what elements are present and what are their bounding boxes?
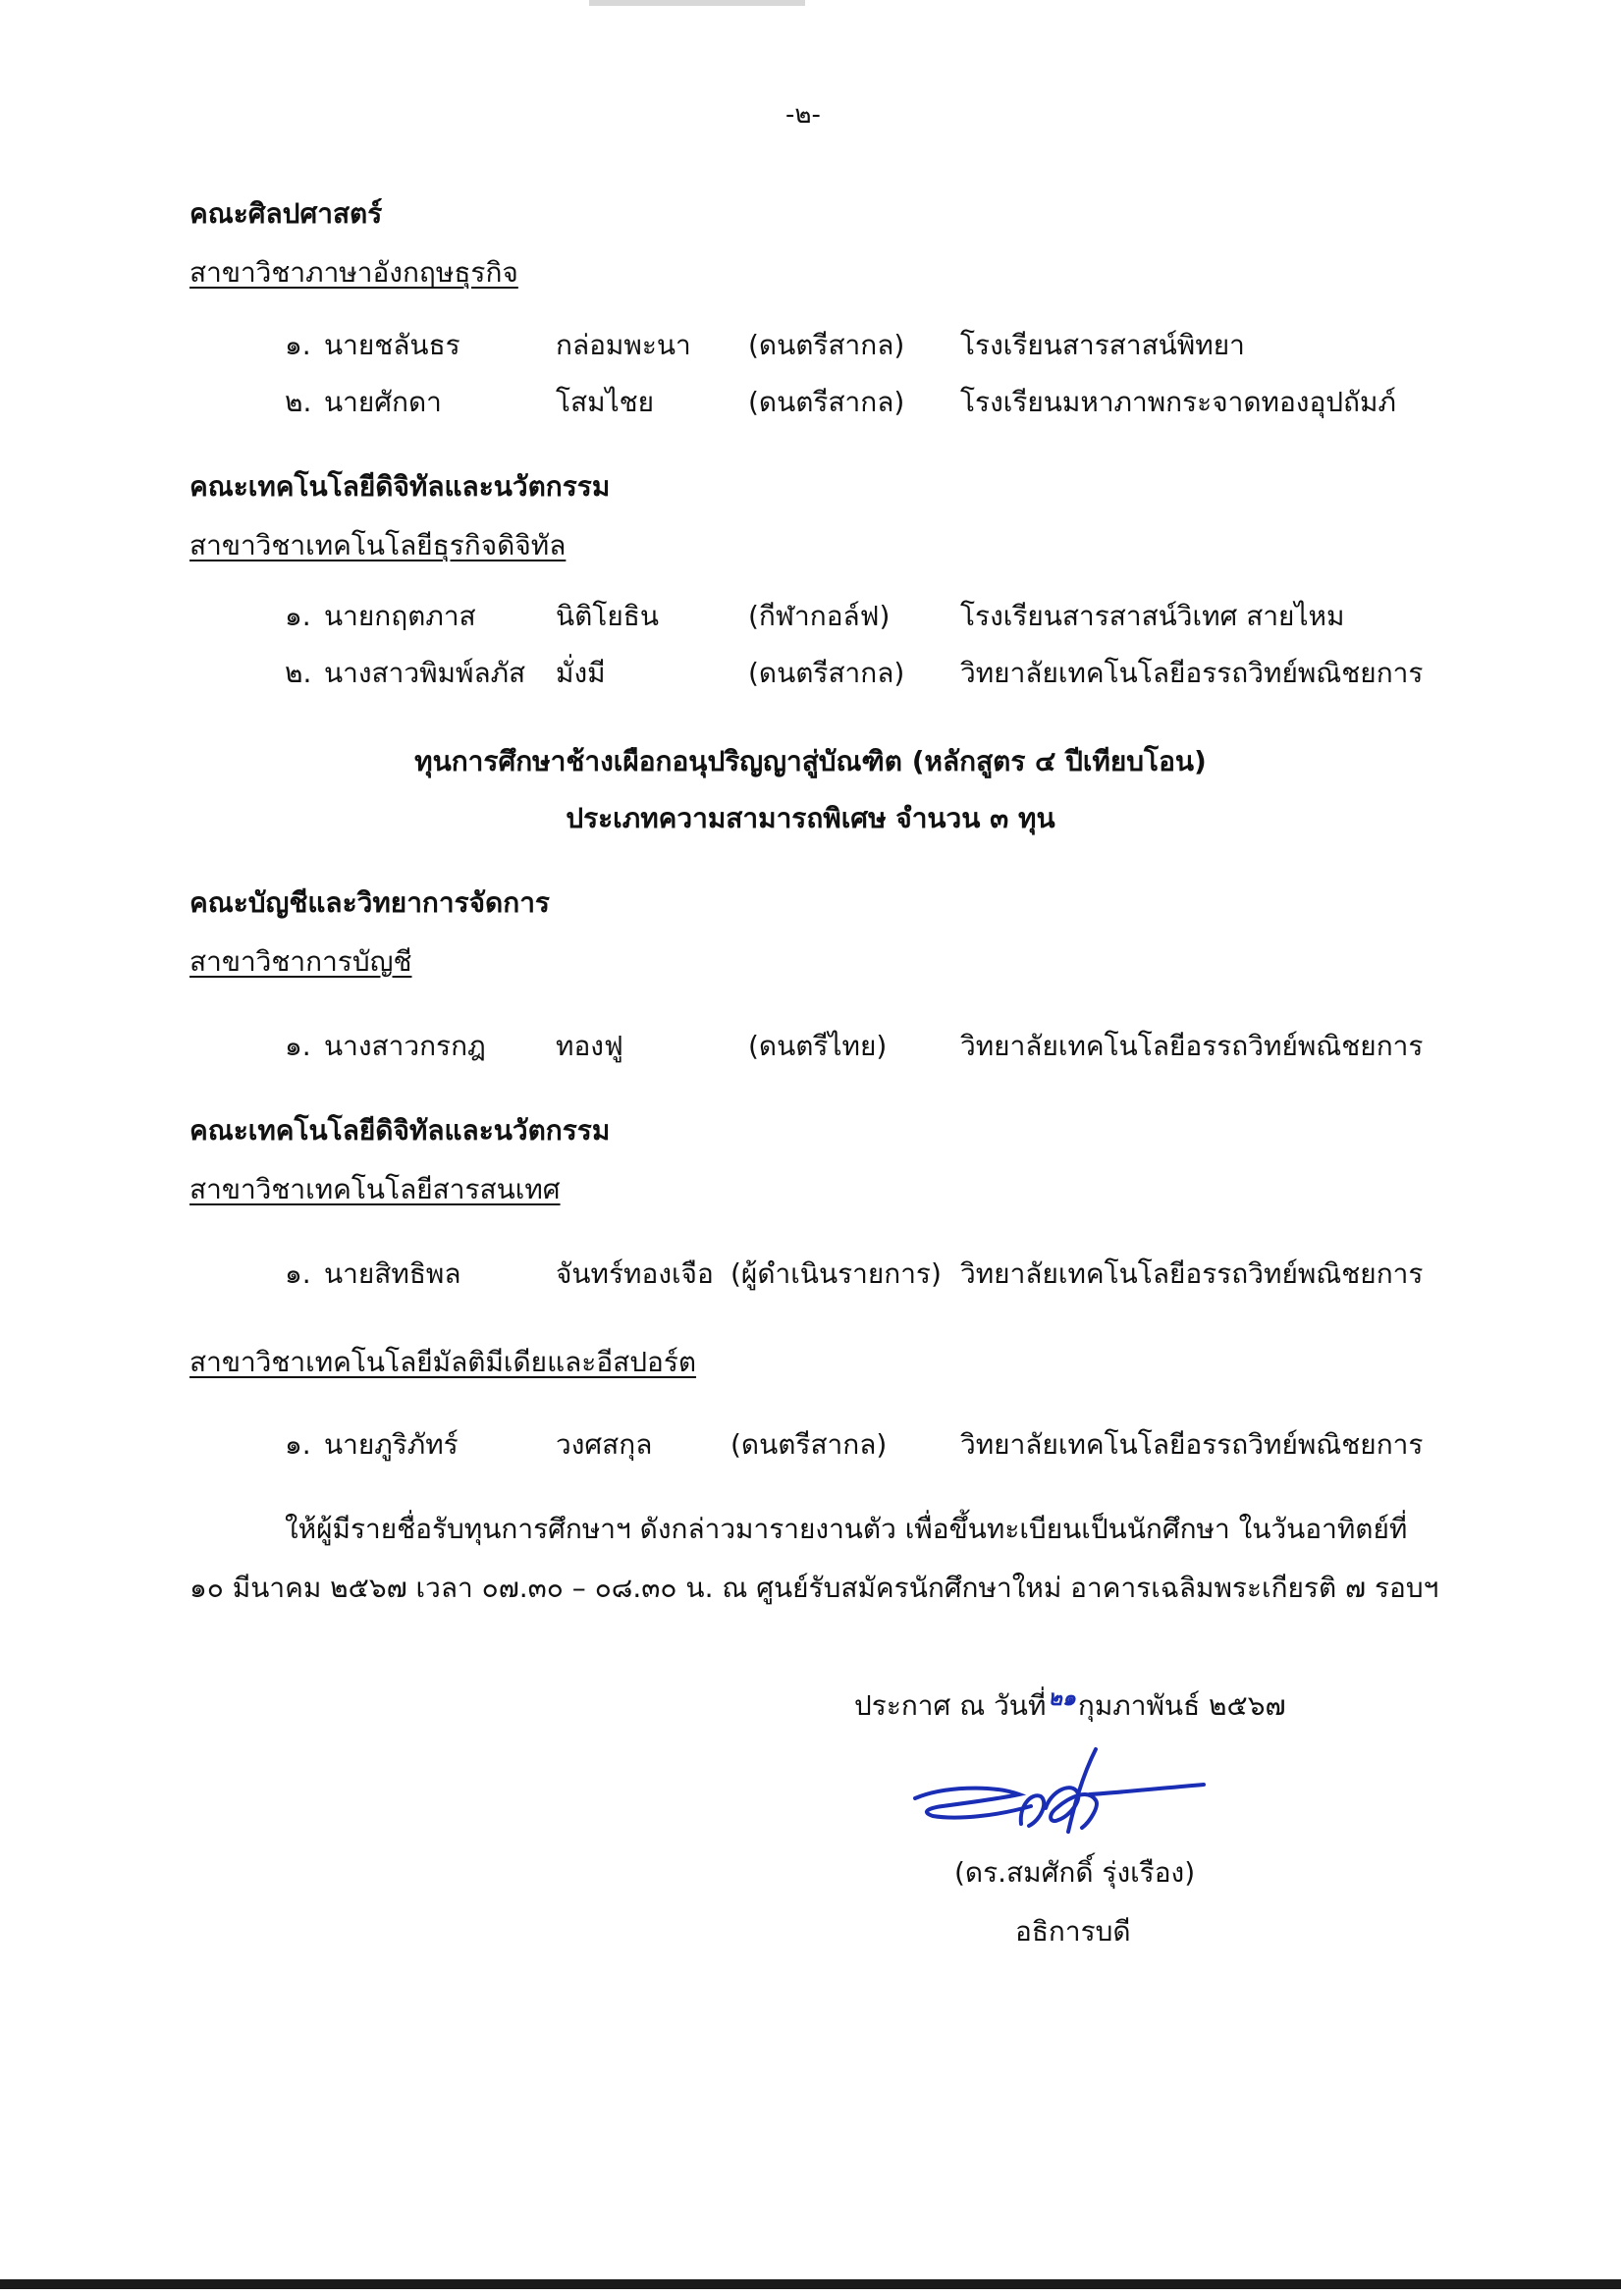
student-talent: (ดนตรีไทย) [748,1030,888,1062]
student-talent: (ดนตรีสากล) [748,386,905,418]
student-last-name: กล่อมพะนา [556,329,691,361]
student-number: ๑. [285,600,311,632]
student-row [0,1025,1621,1064]
signature-image [903,1737,1217,1855]
announcement-prefix: ประกาศ ณ วันที่ [854,1689,1047,1722]
student-row [0,324,1621,363]
major-heading: สาขาวิชาภาษาอังกฤษธุรกิจ [189,256,518,289]
student-number: ๑. [285,329,311,361]
student-talent: (ดนตรีสากล) [748,657,905,689]
student-number: ๒. [285,657,312,689]
student-row [0,1253,1621,1292]
student-school: โรงเรียนสารสาสน์พิทยา [960,329,1245,361]
student-row [0,652,1621,691]
student-school: วิทยาลัยเทคโนโลยีอรรถวิทย์พณิชยการ [960,1030,1424,1062]
student-row [0,595,1621,634]
student-talent: (ผู้ดำเนินรายการ) [730,1257,942,1290]
faculty-heading: คณะเทคโนโลยีดิจิทัลและนวัตกรรม [189,470,611,503]
student-school: โรงเรียนมหาภาพกระจาดทองอุปถัมภ์ [960,386,1396,418]
scholarship-heading-line2: ประเภทความสามารถพิเศษ จำนวน ๓ ทุน [566,802,1055,834]
student-talent: (กีฬากอล์ฟ) [748,600,891,632]
student-first-name: นางสาวกรกฎ [324,1030,486,1062]
student-first-name: นางสาวพิมพ์ลภัส [324,657,526,689]
signatory-name: (ดร.สมศักดิ์ รุ่งเรือง) [954,1856,1196,1889]
student-last-name: มั่งมี [556,657,606,689]
signatory-title: อธิการบดี [1015,1915,1131,1948]
student-row [0,381,1621,420]
student-first-name: นายสิทธิพล [324,1257,461,1290]
faculty-heading: คณะบัญชีและวิทยาการจัดการ [189,886,550,919]
student-row [0,1423,1621,1463]
student-last-name: จันทร์ทองเจือ [556,1257,714,1290]
student-last-name: โสมไชย [556,386,655,418]
announcement-suffix: กุมภาพันธ์ ๒๕๖๗ [1077,1689,1286,1722]
major-heading: สาขาวิชาการบัญชี [189,945,412,978]
student-last-name: วงศสกุล [556,1428,653,1461]
scholarship-heading-line1: ทุนการศึกษาช้างเผือกอนุปริญญาสู่บัณฑิต (หลักสูตร ๔ ปีเทียบโอน) [414,745,1207,777]
student-school: โรงเรียนสารสาสน์วิเทศ สายไหม [960,600,1345,632]
scan-artifact [589,0,805,6]
student-number: ๑. [285,1257,311,1290]
student-talent: (ดนตรีสากล) [748,329,905,361]
student-last-name: นิติโยธิน [556,600,659,632]
student-school: วิทยาลัยเทคโนโลยีอรรถวิทย์พณิชยการ [960,657,1424,689]
student-first-name: นายกฤตภาส [324,600,476,632]
closing-paragraph-line2: ๑๐ มีนาคม ๒๕๖๗ เวลา ๐๗.๓๐ – ๐๘.๓๐ น. ณ ศูนย์รับสมัครนักศึกษาใหม่ อาคารเฉลิมพระเกียรติ ๗ รอบฯ [189,1572,1439,1604]
announcement-date [854,1684,1286,1728]
student-school: วิทยาลัยเทคโนโลยีอรรถวิทย์พณิชยการ [960,1428,1424,1461]
major-heading: สาขาวิชาเทคโนโลยีธุรกิจดิจิทัล [189,529,567,561]
student-first-name: นายศักดา [324,386,442,418]
major-heading: สาขาวิชาเทคโนโลยีมัลติมีเดียและอีสปอร์ต [189,1346,697,1378]
closing-paragraph-line1: ให้ผู้มีรายชื่อรับทุนการศึกษาฯ ดังกล่าวมารายงานตัว เพื่อขึ้นทะเบียนเป็นนักศึกษา ในวันอาทิตย์ที่ [285,1513,1408,1545]
student-talent: (ดนตรีสากล) [730,1428,888,1461]
student-number: ๒. [285,386,312,418]
handwritten-day: ๒๑ [1048,1686,1076,1711]
scan-edge [0,2279,1621,2289]
page-number: -๒- [785,100,821,130]
faculty-heading: คณะเทคโนโลยีดิจิทัลและนวัตกรรม [189,1114,611,1147]
student-school: วิทยาลัยเทคโนโลยีอรรถวิทย์พณิชยการ [960,1257,1424,1290]
student-number: ๑. [285,1428,311,1461]
major-heading: สาขาวิชาเทคโนโลยีสารสนเทศ [189,1173,561,1205]
faculty-heading: คณะศิลปศาสตร์ [189,197,383,230]
student-first-name: นายชลันธร [324,329,460,361]
student-last-name: ทองฟู [556,1030,623,1062]
student-first-name: นายภูริภัทร์ [324,1428,459,1461]
student-number: ๑. [285,1030,311,1062]
